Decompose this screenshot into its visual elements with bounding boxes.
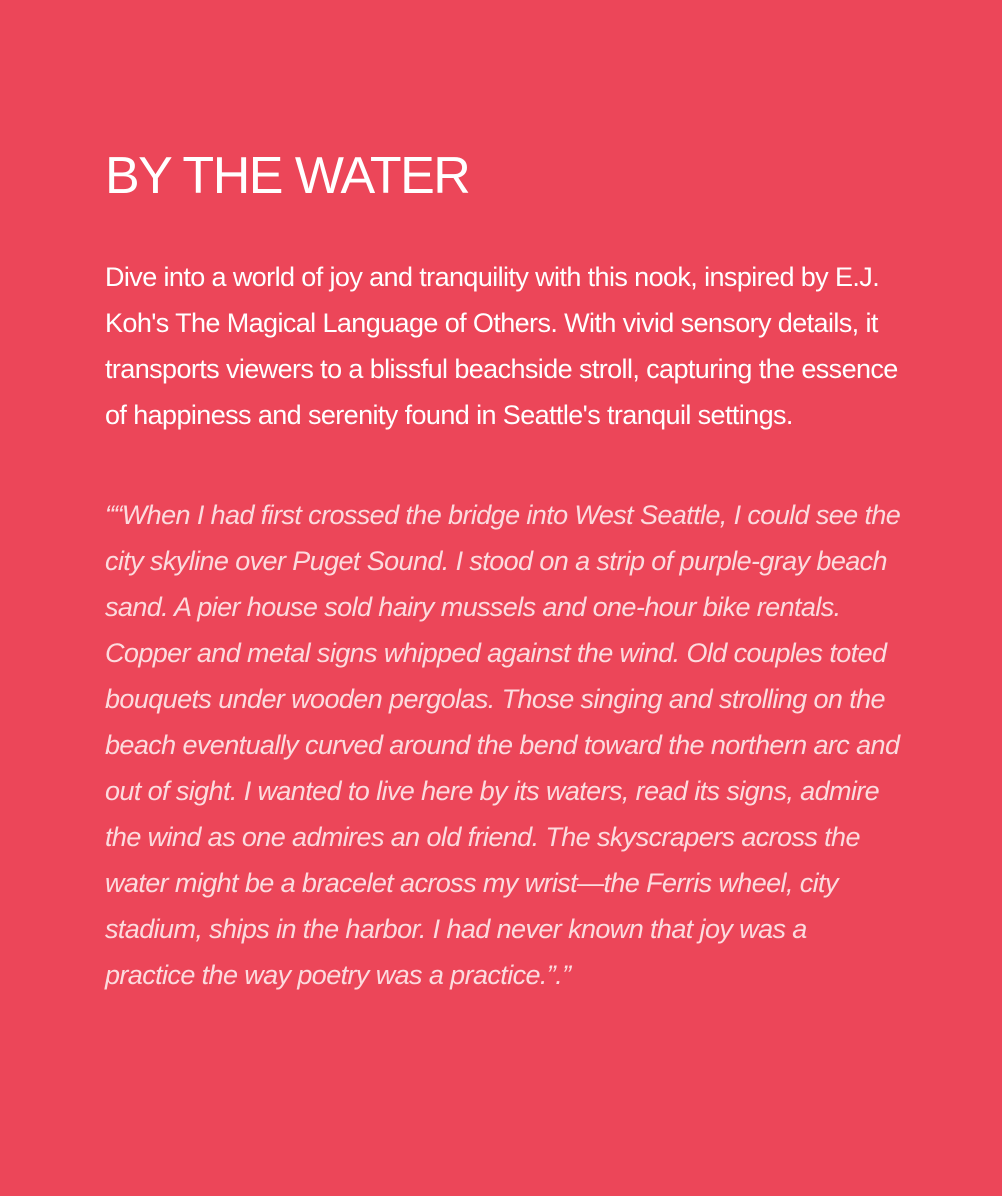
page-title: BY THE WATER xyxy=(105,147,470,205)
description-text: Dive into a world of joy and tranquility with this nook, inspired by E.J. Koh's The Magical Language of Others. With vivid sensory details, it transports viewers to a blissful beachside stroll, capturing the essence of happiness and serenity found in Seattle's tranquil settings. xyxy=(105,262,898,430)
quote-text: ““When I had first crossed the bridge into West Seattle, I could see the city skyline over Puget Sound. I stood on a strip of purple-gray beach sand. A pier house sold hairy mussels and one-hour bike rentals. Copper and metal signs whipped against the wind. Old couples toted bouquets under wooden pergolas. Those singing and strolling on the beach eventually curved around the bend toward the northern arc and out of sight. I wanted to live here by its waters, read its signs, admire the wind as one admires an old friend. The skyscrapers across the water might be a bracelet across my wrist—the Ferris wheel, city stadium, ships in the harbor. I had never known that joy was a practice the way poetry was a practice.”.” xyxy=(105,500,901,990)
